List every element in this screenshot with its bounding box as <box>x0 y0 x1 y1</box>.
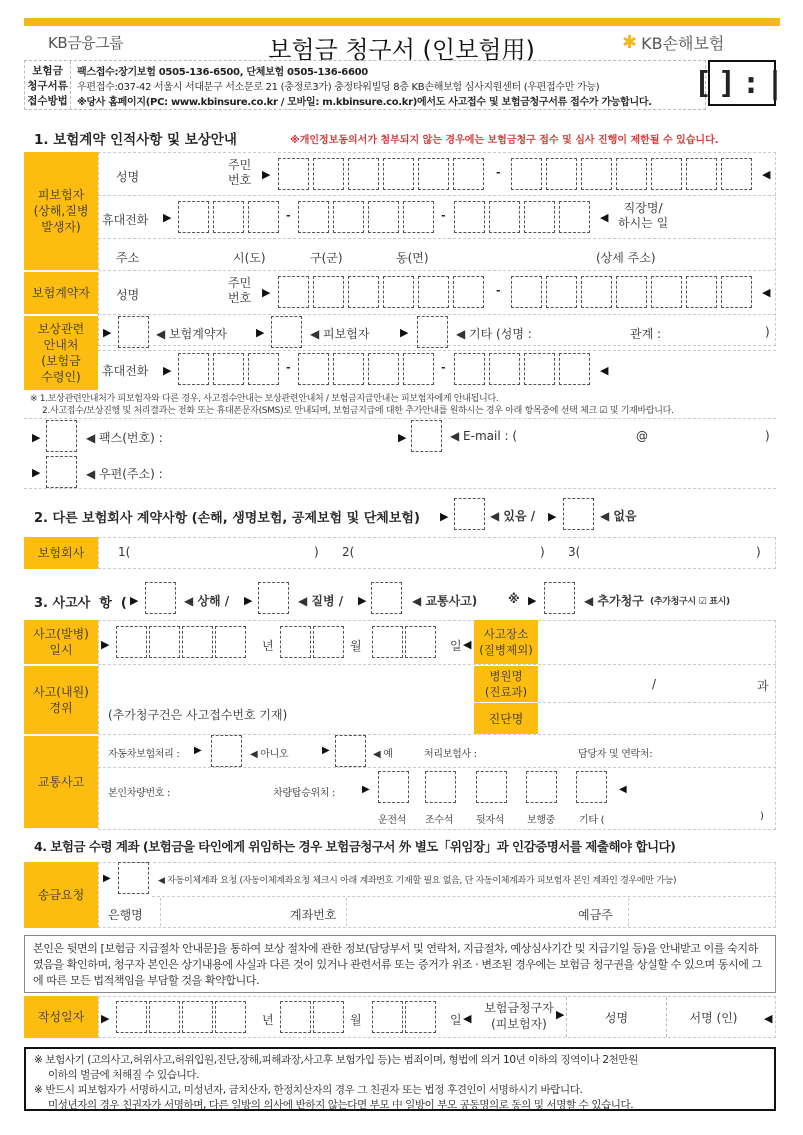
rrn-digit-box[interactable] <box>348 158 379 190</box>
row-divider <box>538 702 776 703</box>
address-detail[interactable]: (상세 주소) <box>596 251 656 265</box>
claimant-signature-input[interactable]: 서명 (인) <box>666 997 760 1037</box>
rrn-digit-box[interactable] <box>686 276 717 308</box>
fax-reception: 팩스접수:장기보험 0505-136-6500, 단체보험 0505-136-6600 <box>77 67 368 78</box>
rrn-digit-box[interactable] <box>418 276 449 308</box>
job-label-line: 하시는 일 <box>618 216 669 230</box>
insured-phone-part1[interactable] <box>178 201 279 233</box>
injury-checkbox[interactable] <box>145 582 176 614</box>
phone-digit-box[interactable] <box>524 353 555 385</box>
email-at: @ <box>636 429 648 443</box>
arrow-right-icon: ▶ <box>163 364 172 377</box>
insured-label-line: 피보험자 <box>37 188 85 202</box>
row-divider <box>98 767 776 768</box>
reception-info <box>24 60 706 110</box>
company-1-open: 1( <box>118 545 131 559</box>
arrow-left-icon: ◀ <box>764 1012 773 1025</box>
section2-title: 2. 다른 보험회사 계약사항 (손해, 생명보험, 공제보험 및 단체보험) <box>34 511 420 526</box>
contact-phone-part3[interactable] <box>454 353 590 385</box>
additional-claim-option: ◀ 추가청구 <box>584 594 644 608</box>
auto-transfer-checkbox[interactable] <box>118 862 149 894</box>
contact-person-label: 담당자 및 연락처: <box>578 749 653 760</box>
arrow-right-icon: ▶ <box>440 510 449 523</box>
arrow-right-icon: ▶ <box>322 745 330 756</box>
web-reception: ※당사 홈페이지(PC: www.kbinsure.co.kr / 모바일: m.kbinsure.co.kr)에서도 사고접수 및 보험금청구서류 접수가 가능합니다. <box>77 97 652 108</box>
accident-month-input[interactable] <box>280 626 344 658</box>
seat-passenger-checkbox[interactable] <box>425 771 456 803</box>
contact-label-line: 수령인) <box>41 370 81 384</box>
seat-other-checkbox[interactable] <box>576 771 607 803</box>
label-line: (진료과) <box>484 685 528 699</box>
phone-digit-box[interactable] <box>248 353 279 385</box>
rrn-digit-box[interactable] <box>453 276 484 308</box>
arrow-right-icon: ▶ <box>262 286 271 299</box>
contact-policyholder-checkbox[interactable] <box>118 316 149 348</box>
day-label: 일 <box>450 639 462 653</box>
dash: - <box>286 361 291 374</box>
policyholder-rrn-back[interactable] <box>511 276 752 308</box>
insured-label-line: 발생자) <box>41 220 81 234</box>
row-divider <box>24 418 776 419</box>
rrn-digit-box[interactable] <box>453 158 484 190</box>
rrn-digit-box[interactable] <box>278 158 309 190</box>
arrow-right-icon: ▶ <box>244 594 253 607</box>
dash: - <box>441 361 446 374</box>
arrow-left-icon: ◀ <box>619 784 627 795</box>
note-2: 2.사고접수/보상진행 및 처리결과는 전화 또는 휴대폰문자(SMS)로 안내되며, 보험금지급에 대한 추가안내를 원하시는 경우 아래 항목중에 선택 체크 ☑ 및 기재바랍니다. <box>42 406 674 416</box>
company-3-open: 3( <box>568 545 581 559</box>
phone-digit-box[interactable] <box>454 201 485 233</box>
digit-box[interactable] <box>372 626 403 658</box>
other-insurance-no: ◀ 없음 <box>600 509 637 523</box>
company-1-close: ) <box>314 545 319 559</box>
dash: - <box>496 284 501 297</box>
write-year-input[interactable] <box>116 1001 246 1033</box>
arrow-right-icon: ▶ <box>32 466 41 479</box>
label-line: 보험금청구자 <box>484 1001 554 1015</box>
insured-rrn-front[interactable] <box>278 158 484 190</box>
arrow-left-icon: ◀ <box>600 364 609 377</box>
rrn-digit-box[interactable] <box>348 276 379 308</box>
other-insurance-yes: ◀ 있음 / <box>490 509 536 523</box>
row-divider <box>98 238 776 239</box>
address-district[interactable]: 구(군) <box>310 251 343 265</box>
year-label: 년 <box>262 1013 274 1027</box>
month-label: 월 <box>350 1013 362 1027</box>
digit-box[interactable] <box>313 1001 344 1033</box>
arrow-right-icon: ▶ <box>398 431 407 444</box>
hospital-slash: / <box>652 677 657 691</box>
phone-digit-box[interactable] <box>368 353 399 385</box>
footer-line: 이하의 벌금에 처해질 수 있습니다. <box>48 1069 200 1081</box>
digit-box[interactable] <box>149 1001 180 1033</box>
contact-label-line: 보상관련 <box>37 322 85 336</box>
kb-insurance-logo <box>622 31 724 54</box>
rrn-digit-box[interactable] <box>546 158 577 190</box>
qr-code-glyph: []:| <box>693 65 791 101</box>
label-line: 경위 <box>49 701 73 715</box>
digit-box[interactable] <box>149 626 180 658</box>
dash: - <box>286 209 291 222</box>
contact-relation-label: 관계 : <box>630 327 662 341</box>
digit-box[interactable] <box>405 1001 436 1033</box>
policyholder-label: 보험계약자 <box>24 272 98 314</box>
phone-digit-box[interactable] <box>368 201 399 233</box>
phone-digit-box[interactable] <box>178 353 209 385</box>
reception-label-line: 접수방법 <box>27 95 68 107</box>
insured-phone-label: 휴대전화 <box>102 213 149 227</box>
rrn-digit-box[interactable] <box>511 158 542 190</box>
insured-label-line: (상해,질병 <box>33 204 89 218</box>
mail-checkbox[interactable] <box>46 456 77 488</box>
section3-title: 3. 사고사 항 ( <box>34 596 127 611</box>
arrow-right-icon: ▶ <box>32 431 41 444</box>
auto-insurance-no-checkbox[interactable] <box>211 735 242 767</box>
rrn-digit-box[interactable] <box>651 158 682 190</box>
digit-box[interactable] <box>280 626 311 658</box>
policyholder-rrn-label <box>228 276 251 306</box>
rrn-digit-box[interactable] <box>581 276 612 308</box>
seat-rear-checkbox[interactable] <box>476 771 507 803</box>
footer-line: ※ 반드시 피보험자가 서명하시고, 미성년자, 금치산자, 한정치산자의 경우 그 친권자 또는 법정 후견인이 서명하시기 바랍니다. <box>34 1084 583 1096</box>
contact-label <box>24 316 98 390</box>
job-label-line: 직장명/ <box>623 201 663 215</box>
close-paren: ) <box>760 811 764 822</box>
additional-claim-note: (추가청구시 ☑ 표시) <box>650 597 730 607</box>
arrow-right-icon: ▶ <box>194 745 202 756</box>
address-town[interactable]: 동(면) <box>396 251 429 265</box>
phone-digit-box[interactable] <box>298 201 329 233</box>
section4-title: 4. 보험금 수령 계좌 (보험금을 타인에게 위임하는 경우 보험금청구서 外 별도「위임장」과 인감증명서를 제출해야 합니다) <box>34 839 676 854</box>
hospital-label <box>474 666 538 702</box>
phone-digit-box[interactable] <box>333 201 364 233</box>
close-paren: ) <box>765 325 770 339</box>
transfer-request-label: 송금요청 <box>24 862 98 928</box>
rrn-digit-box[interactable] <box>313 158 344 190</box>
arrow-right-icon: ▶ <box>548 510 557 523</box>
auto-insurance-label: 자동차보험처리 : <box>108 749 180 760</box>
job-input[interactable] <box>672 198 772 236</box>
arrow-left-icon: ◀ <box>762 286 771 299</box>
write-date-label: 작성일자 <box>24 996 98 1038</box>
phone-digit-box[interactable] <box>298 353 329 385</box>
accident-place-input[interactable] <box>540 622 774 662</box>
arrow-right-icon: ▶ <box>103 873 111 884</box>
mail-reception: 우편접수:037-42 서울시 서대문구 서소문로 21 (충정로3가) 충정타워빌딩 8층 KB손해보험 심사지원센터 (우편접수만 가능) <box>77 82 600 93</box>
diagnosis-label: 진단명 <box>474 703 538 734</box>
seat-pedestrian-label: 보행중 <box>527 815 556 826</box>
label-line: (질병제외) <box>479 643 533 657</box>
phone-digit-box[interactable] <box>403 201 434 233</box>
policyholder-name-label: 성명 <box>116 288 140 302</box>
company-1-input[interactable] <box>136 540 306 566</box>
accident-place-label <box>474 620 538 664</box>
label-line: (피보험자) <box>491 1017 547 1031</box>
company-2-close: ) <box>540 545 545 559</box>
rrn-digit-box[interactable] <box>278 276 309 308</box>
fax-checkbox[interactable] <box>46 420 77 452</box>
address-city[interactable]: 시(도) <box>233 251 266 265</box>
holder-input[interactable] <box>628 898 774 926</box>
phone-digit-box[interactable] <box>489 201 520 233</box>
label-line: 일시 <box>49 643 73 657</box>
insured-label <box>24 152 98 270</box>
seat-other-label: 기타 ( <box>579 815 605 826</box>
handling-insurer-label: 처리보험사 : <box>424 749 477 760</box>
digit-box[interactable] <box>182 626 213 658</box>
reception-label-line: 보험금 <box>32 65 63 77</box>
seat-passenger-label: 조수석 <box>425 815 454 826</box>
rrn-digit-box[interactable] <box>616 158 647 190</box>
dash: - <box>441 209 446 222</box>
digit-box[interactable] <box>116 1001 147 1033</box>
digit-box[interactable] <box>280 1001 311 1033</box>
insured-rrn-label <box>228 158 251 188</box>
section1-warning: ※개인정보동의서가 첨부되지 않는 경우에는 보험금청구 접수 및 심사 진행이 제한될 수 있습니다. <box>290 135 719 146</box>
rrn-digit-box[interactable] <box>721 276 752 308</box>
asterisk-mark: ※ <box>508 592 520 606</box>
row-divider <box>98 664 776 665</box>
claimant-name-input[interactable]: 성명 <box>566 997 666 1037</box>
digit-box[interactable] <box>215 1001 246 1033</box>
other-insurance-yes-checkbox[interactable] <box>454 498 485 530</box>
dash: - <box>496 166 501 179</box>
arrow-right-icon: ▶ <box>256 326 265 339</box>
auto-insurance-yes-checkbox[interactable] <box>335 735 366 767</box>
phone-digit-box[interactable] <box>213 201 244 233</box>
phone-digit-box[interactable] <box>403 353 434 385</box>
footer-line: ※ 보험사기 (고의사고,허위사고,허위입원,진단,장해,피해과장,사고후 보험가입 등)는 범죄이며, 형법에 의거 10년 이하의 징역이나 2천만원 <box>34 1054 638 1066</box>
bank-label: 은행명 <box>108 908 143 922</box>
account-label: 계좌번호 <box>290 908 337 922</box>
mail-option: ◀ 우편(주소) : <box>86 467 163 481</box>
rrn-label-line: 번호 <box>228 291 252 305</box>
phone-digit-box[interactable] <box>213 353 244 385</box>
disease-option: ◀ 질병 / <box>298 594 344 608</box>
rrn-label-line: 주민 <box>228 158 252 172</box>
label-line: 병원명 <box>489 669 523 683</box>
phone-digit-box[interactable] <box>178 201 209 233</box>
seat-position-label: 차량탑승위치 : <box>273 788 336 799</box>
rrn-digit-box[interactable] <box>383 158 414 190</box>
fraud-warning <box>24 1047 776 1111</box>
rrn-digit-box[interactable] <box>651 276 682 308</box>
seat-driver-checkbox[interactable] <box>378 771 409 803</box>
address-label: 주소 <box>116 251 140 265</box>
digit-box[interactable] <box>372 1001 403 1033</box>
reception-label <box>25 61 71 109</box>
arrow-left-icon: ◀ <box>463 638 472 651</box>
company-2-input[interactable] <box>360 540 530 566</box>
injury-option: ◀ 상해 / <box>184 594 230 608</box>
arrow-right-icon: ▶ <box>362 784 370 795</box>
row-divider <box>98 270 776 271</box>
other-insurance-no-checkbox[interactable] <box>563 498 594 530</box>
top-accent-bar <box>24 18 780 26</box>
traffic-checkbox[interactable] <box>371 582 402 614</box>
arrow-right-icon: ▶ <box>262 168 271 181</box>
bank-input[interactable] <box>160 898 285 926</box>
contact-label-line: (보험금 <box>41 354 81 368</box>
row-divider <box>98 314 776 315</box>
traffic-accident-label: 교통사고 <box>24 736 98 828</box>
auto-insurance-no: ◀ 아니오 <box>250 749 289 760</box>
traffic-option: ◀ 교통사고) <box>412 594 478 608</box>
insured-phone-part2[interactable] <box>298 201 434 233</box>
holder-label: 예금주 <box>578 908 613 922</box>
digit-box[interactable] <box>116 626 147 658</box>
rrn-digit-box[interactable] <box>313 276 344 308</box>
arrow-right-icon: ▶ <box>556 1008 565 1021</box>
contact-phone-label: 휴대전화 <box>102 364 149 378</box>
insurance-company-label: 보험회사 <box>24 537 98 569</box>
seat-driver-label: 운전석 <box>378 815 407 826</box>
write-day-input[interactable] <box>372 1001 436 1033</box>
arrow-right-icon: ▶ <box>163 211 172 224</box>
job-label <box>618 201 668 231</box>
phone-digit-box[interactable] <box>333 353 364 385</box>
arrow-right-icon: ▶ <box>400 326 409 339</box>
additional-claim-checkbox[interactable] <box>544 582 575 614</box>
company-2-open: 2( <box>342 545 355 559</box>
arrow-right-icon: ▶ <box>103 326 112 339</box>
rrn-digit-box[interactable] <box>546 276 577 308</box>
hospital-dept-suffix: 과 <box>757 679 769 693</box>
row-divider <box>98 734 776 735</box>
phone-digit-box[interactable] <box>248 201 279 233</box>
digit-box[interactable] <box>215 626 246 658</box>
kb-star-icon: ✱ <box>622 32 638 53</box>
row-divider <box>24 488 776 489</box>
arrow-left-icon: ◀ <box>600 211 609 224</box>
row-divider <box>152 896 776 897</box>
phone-digit-box[interactable] <box>454 353 485 385</box>
contact-other-option: ◀ 기타 (성명 : <box>456 327 532 341</box>
arrow-right-icon: ▶ <box>101 638 110 651</box>
vehicle-number-label: 본인차량번호 : <box>108 788 171 799</box>
contact-label-line: 안내처 <box>43 338 79 352</box>
row-divider <box>98 350 776 351</box>
diagnosis-input[interactable] <box>540 704 774 732</box>
rrn-digit-box[interactable] <box>418 158 449 190</box>
digit-box[interactable] <box>405 626 436 658</box>
close-paren: ) <box>765 429 770 443</box>
insured-name-label: 성명 <box>116 170 140 184</box>
rrn-digit-box[interactable] <box>616 276 647 308</box>
fax-option: ◀ 팩스(번호) : <box>86 431 163 445</box>
seat-rear-label: 뒷자석 <box>476 815 505 826</box>
rrn-digit-box[interactable] <box>511 276 542 308</box>
claimant-label <box>474 1000 564 1032</box>
insured-rrn-back[interactable] <box>511 158 752 190</box>
company-3-close: ) <box>756 545 761 559</box>
contact-insured-checkbox[interactable] <box>271 316 302 348</box>
email-option: ◀ E-mail : ( <box>450 429 518 443</box>
contact-phone-part1[interactable] <box>178 353 279 385</box>
phone-digit-box[interactable] <box>559 353 590 385</box>
account-input[interactable] <box>346 898 566 926</box>
accident-year-input[interactable] <box>116 626 246 658</box>
contact-other-checkbox[interactable] <box>417 316 448 348</box>
label-line: 사고(내원) <box>33 685 89 699</box>
brand-name: KB손해보험 <box>641 34 725 53</box>
year-label: 년 <box>262 639 274 653</box>
row-divider <box>98 195 776 196</box>
insured-phone-part3[interactable] <box>454 201 590 233</box>
accident-day-input[interactable] <box>372 626 436 658</box>
seat-pedestrian-checkbox[interactable] <box>526 771 557 803</box>
arrow-right-icon: ▶ <box>130 594 139 607</box>
accident-cause-label <box>24 666 98 734</box>
insured-name-input[interactable] <box>154 162 224 190</box>
arrow-right-icon: ▶ <box>101 1012 110 1025</box>
phone-digit-box[interactable] <box>489 353 520 385</box>
auto-insurance-yes: ◀ 예 <box>373 749 393 760</box>
phone-digit-box[interactable] <box>559 201 590 233</box>
note-1: ※ 1.보상관련안내처가 피보험자와 다른 경우, 사고접수안내는 보상관련안내처 / 보험금지급안내는 피보험자에게 안내됩니다. <box>30 394 499 404</box>
label-line: 사고(발병) <box>33 627 89 641</box>
digit-box[interactable] <box>182 1001 213 1033</box>
arrow-right-icon: ▶ <box>358 594 367 607</box>
accident-date-label <box>24 620 98 664</box>
email-checkbox[interactable] <box>411 420 442 452</box>
company-3-input[interactable] <box>586 540 756 566</box>
qr-code-icon <box>693 60 791 106</box>
contact-policyholder-option: ◀ 보험계약자 <box>156 327 228 341</box>
rrn-digit-box[interactable] <box>686 158 717 190</box>
disease-checkbox[interactable] <box>258 582 289 614</box>
arrow-left-icon: ◀ <box>463 1012 472 1025</box>
rrn-digit-box[interactable] <box>721 158 752 190</box>
month-label: 월 <box>350 639 362 653</box>
section1-title: 1. 보험계약 인적사항 및 보상안내 <box>34 132 237 148</box>
arrow-right-icon: ▶ <box>528 594 537 607</box>
reception-label-line: 청구서류 <box>27 80 68 92</box>
phone-digit-box[interactable] <box>524 201 555 233</box>
footer-line: 미성년자의 경우 친권자가 서명하며, 다른 일방의 의사에 반하지 않는다면 부모 中 일방이 부모 공동명의로 동의 및 서명할 수 있습니다. <box>48 1099 634 1111</box>
declaration: 본인은 뒷면의 [보험금 지급절차 안내문]을 통하여 보상 절차에 관한 정보(담당부서 및 연락처, 지급절차, 예상심사기간 및 지급기일 등)을 안내받고 이를 숙지하였음을 확인하며, 청구자 본인은 상기내용에 사실과 다른 것이 있거나 관련서류 또는 증거가 위조 · 변조된 경우에는 보험금 청구권을 상실할 수 있으며 동시에 그에 따른 모든 법적책임을 부담할 것을 확약합니다. <box>24 935 776 993</box>
accident-cause-input[interactable]: (추가청구건은 사고접수번호 기재) <box>108 708 288 722</box>
digit-box[interactable] <box>313 626 344 658</box>
write-month-input[interactable] <box>280 1001 344 1033</box>
auto-transfer-option: ◀ 자동이체계좌 요청 (자동이체계좌요청 체크시 아래 계좌번호 기재할 필요 없음, 단 자동이체계좌가 피보험자 본인 계좌인 경우에만 가능) <box>158 876 677 886</box>
rrn-digit-box[interactable] <box>581 158 612 190</box>
policyholder-rrn-front[interactable] <box>278 276 484 308</box>
rrn-digit-box[interactable] <box>383 276 414 308</box>
rrn-label-line: 주민 <box>228 276 252 290</box>
contact-phone-part2[interactable] <box>298 353 434 385</box>
day-label: 일 <box>450 1013 462 1027</box>
contact-insured-option: ◀ 피보험자 <box>310 327 370 341</box>
kb-group-logo: KB금융그룹 <box>48 34 124 52</box>
rrn-label-line: 번호 <box>228 173 252 187</box>
arrow-left-icon: ◀ <box>762 168 771 181</box>
page-title: 보험금 청구서 (인보험用) <box>268 36 535 64</box>
label-line: 사고장소 <box>483 627 529 641</box>
